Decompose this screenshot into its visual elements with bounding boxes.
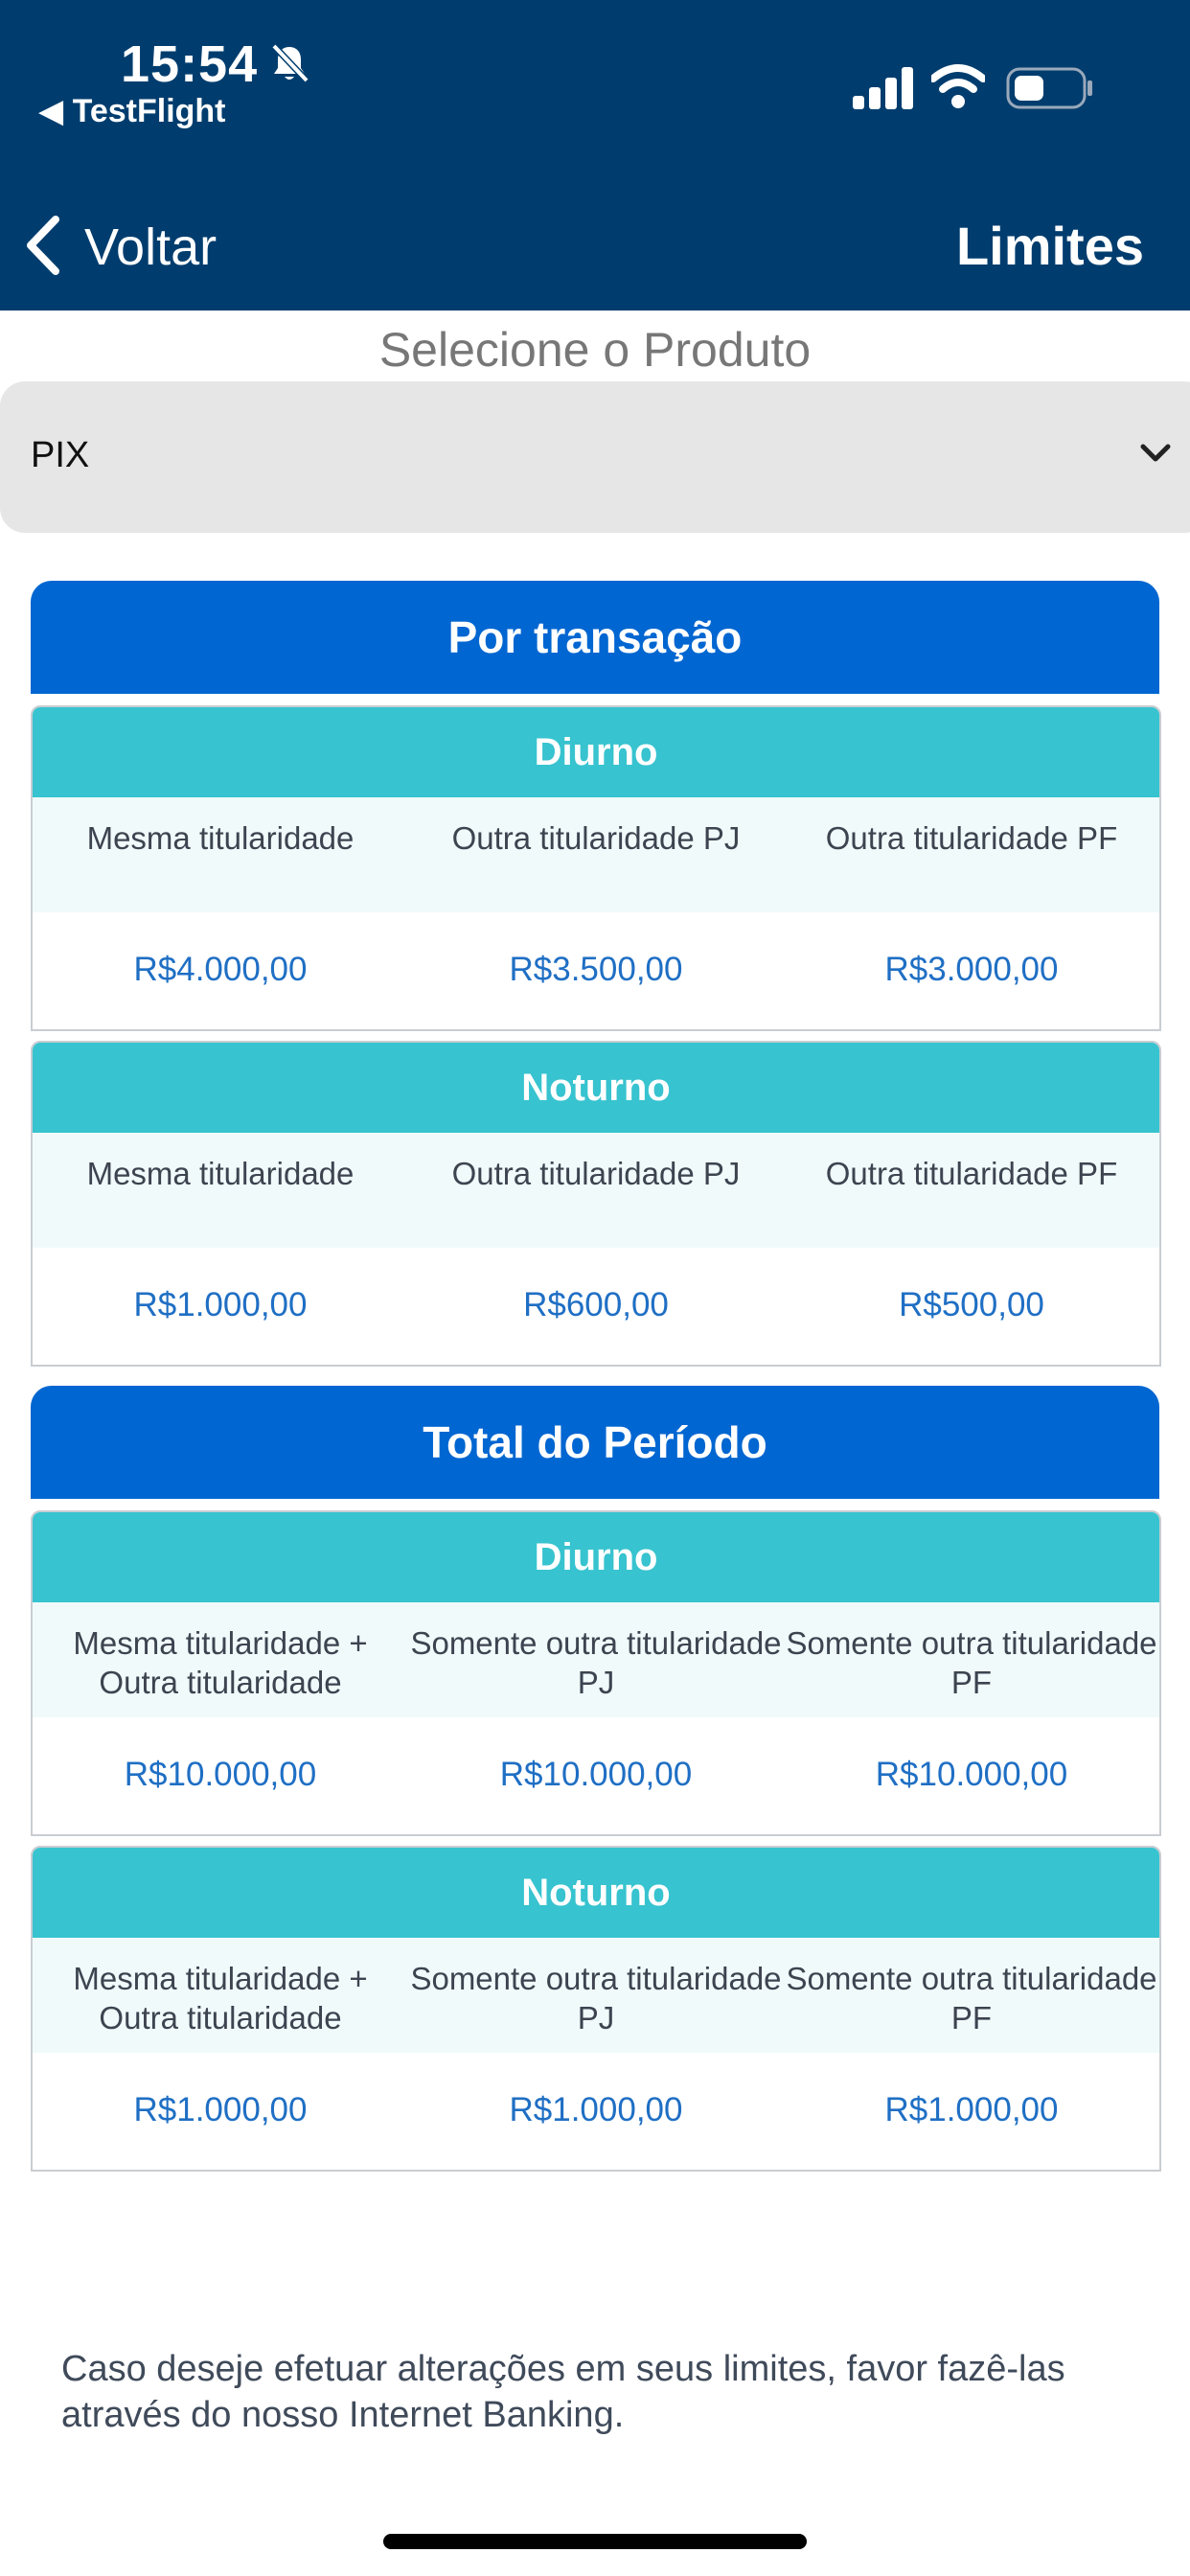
card-labels-row (33, 797, 1159, 912)
card-labels-row (33, 1938, 1159, 2053)
product-select-label: Selecione o Produto (378, 323, 812, 377)
card-values-row (33, 1248, 1159, 1363)
page-title: Limites (955, 216, 1144, 276)
limit-label: Outra titularidade PF (825, 820, 1118, 856)
limit-card-diurno (31, 705, 1161, 1031)
section-header-por-transacao: Por transação (31, 581, 1159, 694)
card-labels-row (33, 1133, 1159, 1248)
wifi-icon (931, 63, 985, 114)
card-title: Noturno (33, 1848, 1159, 1938)
limit-card-diurno (31, 1510, 1161, 1836)
status-time: 15:54 (121, 35, 259, 93)
back-button[interactable] (23, 209, 217, 286)
limit-value: R$1.000,00 (884, 2091, 1059, 2128)
battery-icon (1006, 67, 1094, 114)
limit-label: Mesma titularidade (86, 820, 355, 856)
card-title: Diurno (33, 1512, 1159, 1602)
limit-value: R$1.000,00 (133, 2091, 308, 2128)
limit-label: Somente outra titularidade PF (786, 1625, 1157, 1700)
limit-label: Somente outra titularidade PF (786, 1961, 1157, 2036)
signal-icon (853, 67, 916, 114)
app-header (0, 0, 1190, 310)
limit-label: Mesma titularidade + Outra titularidade (73, 1961, 368, 2036)
limit-label: Mesma titularidade (86, 1156, 355, 1191)
card-values-row (33, 2053, 1159, 2168)
card-values-row (33, 1717, 1159, 1832)
limit-card-noturno (31, 1846, 1161, 2172)
limit-label: Mesma titularidade + Outra titularidade (73, 1625, 368, 1700)
back-label: Voltar (84, 218, 217, 276)
bell-slash-icon (268, 42, 310, 89)
card-title: Noturno (33, 1043, 1159, 1133)
product-select-value: PIX (31, 435, 90, 475)
limit-label: Outra titularidade PJ (451, 820, 741, 856)
product-select[interactable] (0, 381, 1190, 533)
footer-note: Caso deseje efetuar alterações em seus limites, favor fazê-las através do nosso Internet Banking. (61, 2349, 1065, 2435)
card-values-row (33, 912, 1159, 1027)
limit-value: R$10.000,00 (875, 1756, 1068, 1793)
limit-value: R$1.000,00 (509, 2091, 683, 2128)
limit-label: Somente outra titularidade PJ (410, 1961, 782, 2036)
back-to-testflight[interactable]: ◀ TestFlight (38, 93, 226, 129)
limit-value: R$10.000,00 (124, 1756, 317, 1793)
limit-value: R$1.000,00 (133, 1286, 308, 1323)
limit-value: R$500,00 (899, 1286, 1044, 1323)
chevron-down-icon (1140, 443, 1171, 469)
limit-value: R$10.000,00 (499, 1756, 693, 1793)
limit-value: R$4.000,00 (133, 951, 308, 988)
limit-label: Outra titularidade PF (825, 1156, 1118, 1191)
section-header-total-periodo: Total do Período (31, 1386, 1159, 1499)
limit-label: Somente outra titularidade PJ (410, 1625, 782, 1700)
limit-value: R$3.000,00 (884, 951, 1059, 988)
limit-label: Outra titularidade PJ (451, 1156, 741, 1191)
card-labels-row (33, 1602, 1159, 1717)
home-indicator[interactable] (383, 2534, 807, 2549)
limit-value: R$3.500,00 (509, 951, 683, 988)
limit-card-noturno (31, 1041, 1161, 1367)
limit-value: R$600,00 (523, 1286, 669, 1323)
card-title: Diurno (33, 707, 1159, 797)
chevron-left-icon (23, 214, 63, 282)
